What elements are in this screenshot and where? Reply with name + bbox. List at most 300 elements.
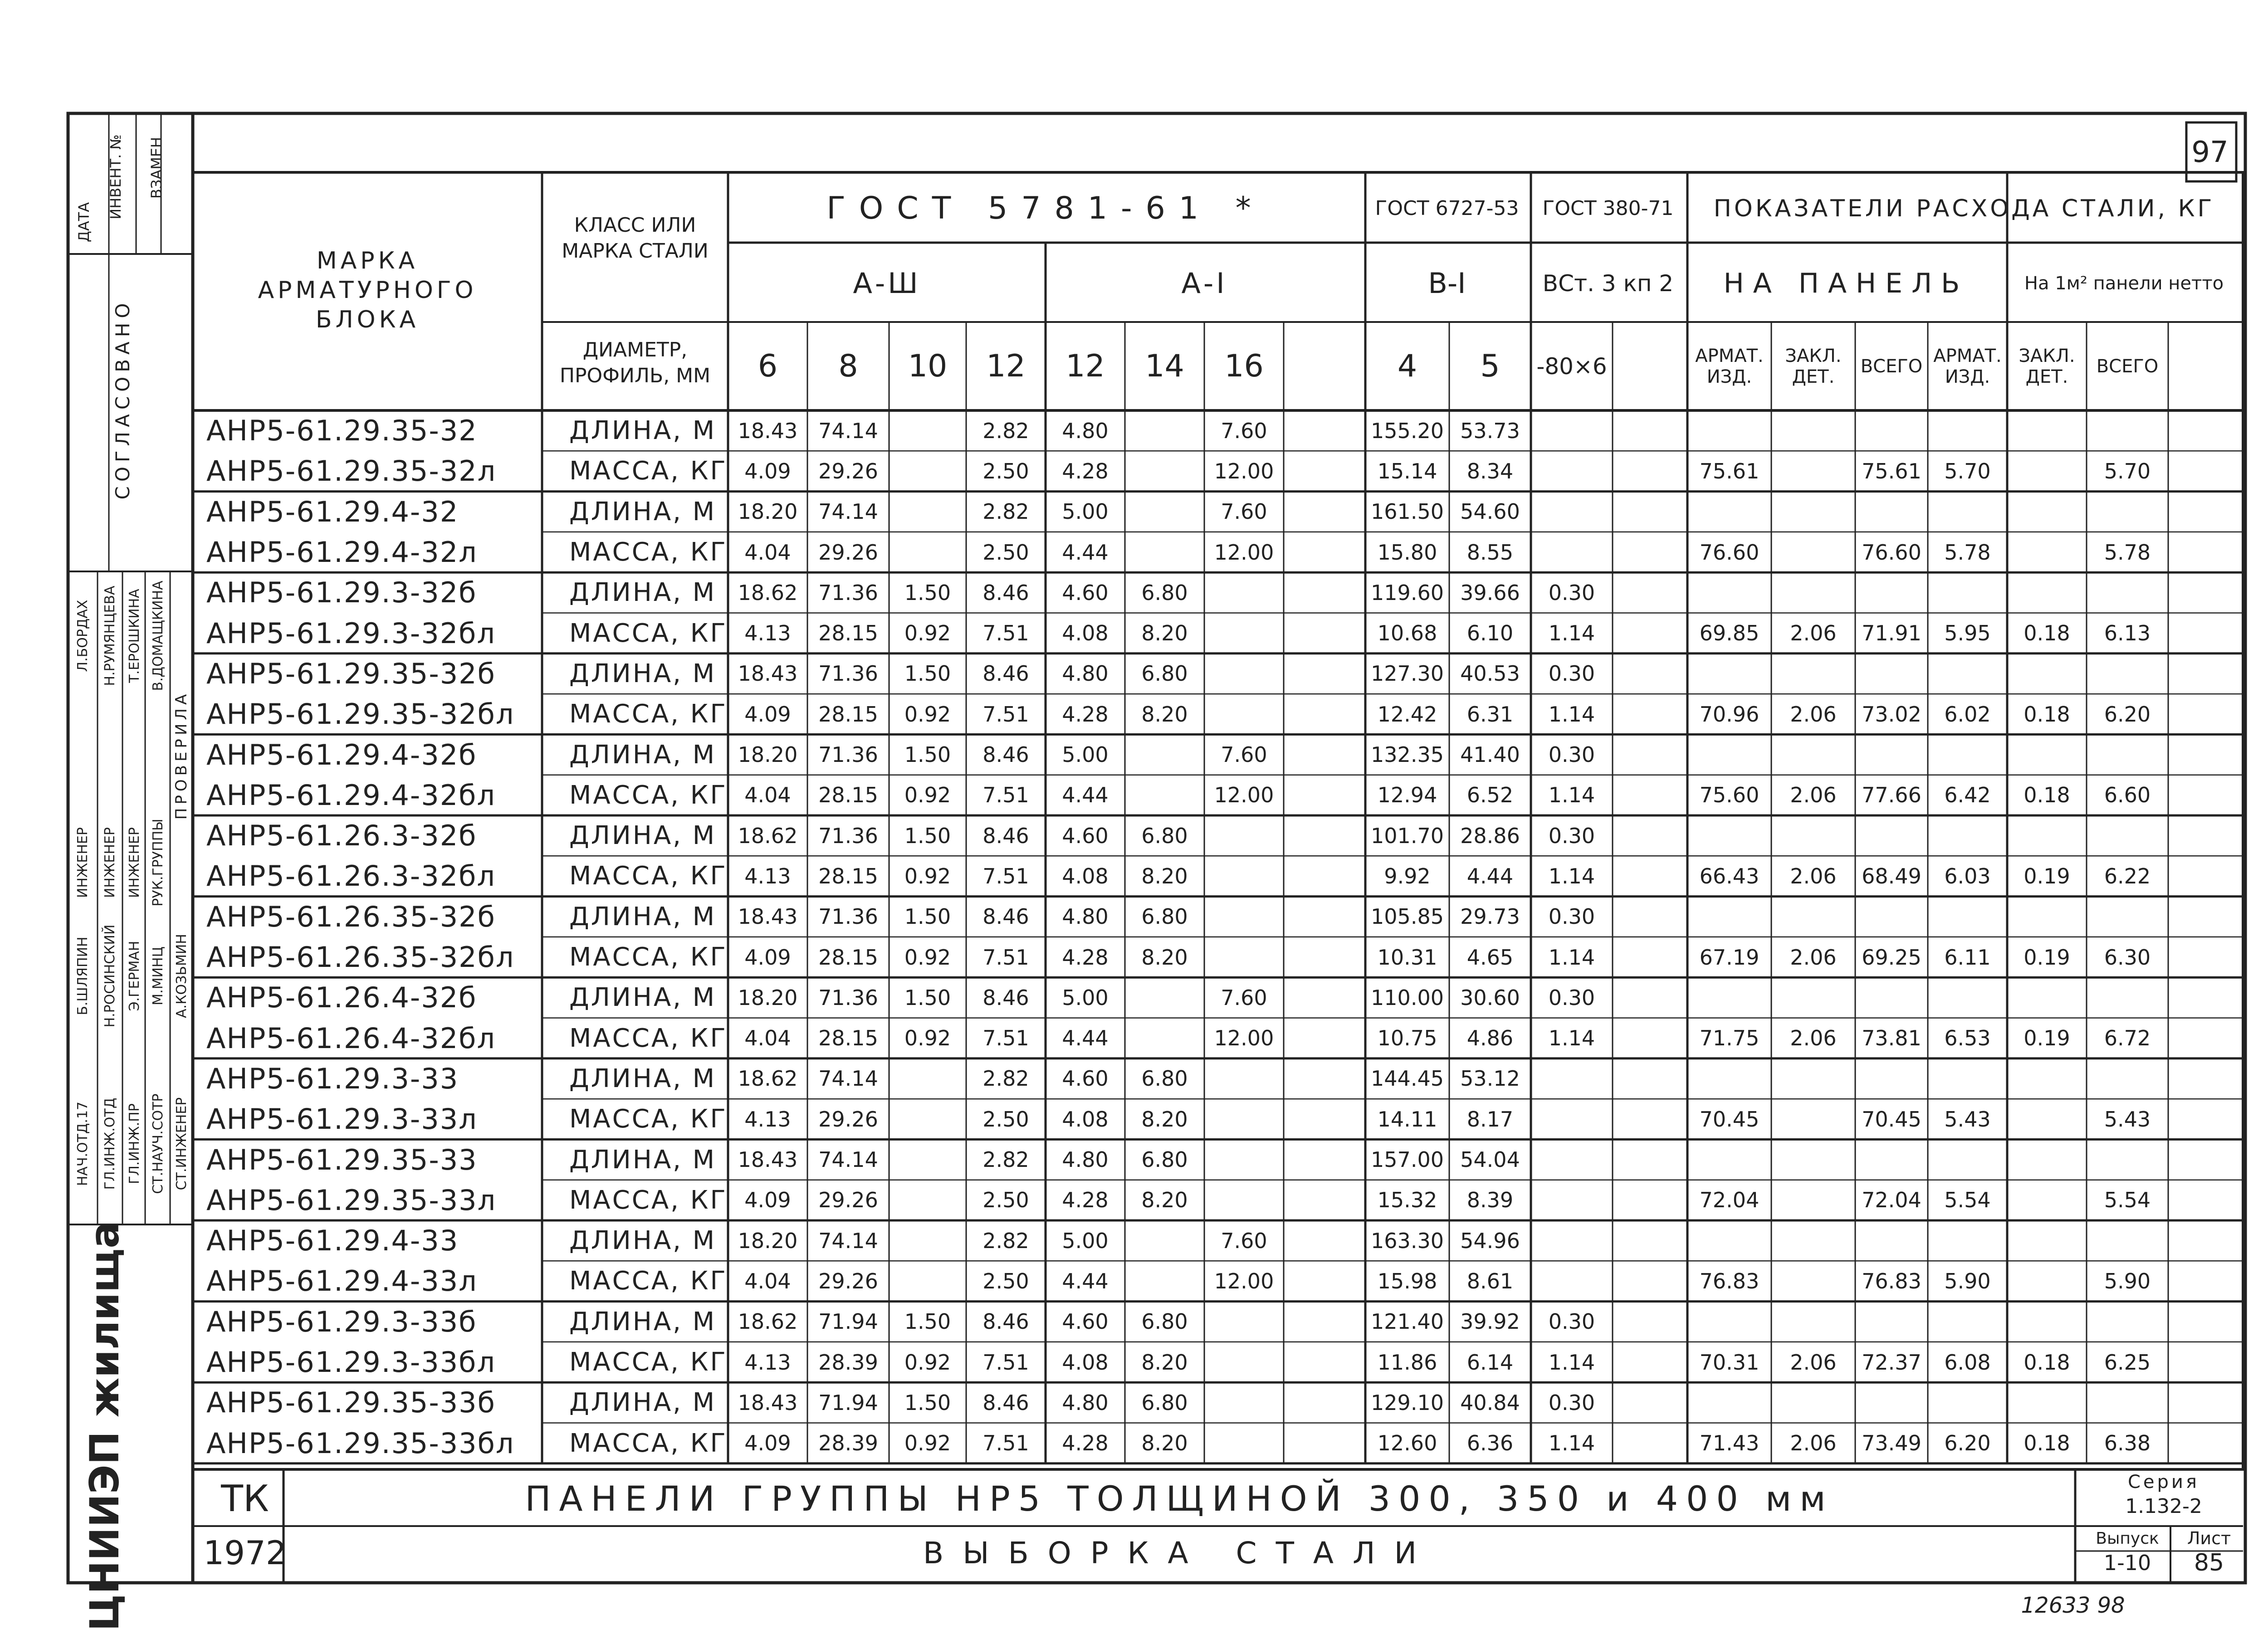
value-cell xyxy=(1687,1139,1771,1180)
profile-cell: ДЛИНА, М xyxy=(569,1145,717,1175)
value-cell: 4.65 xyxy=(1466,945,1514,970)
value-cell xyxy=(1613,1342,1687,1382)
value-cell: 110.00 xyxy=(1371,985,1444,1010)
value-cell: 4.04 xyxy=(744,1026,791,1051)
value-cell: 6.20 xyxy=(2104,702,2151,727)
stamp-agreed-label: СОГЛАСОВАНО xyxy=(111,298,134,500)
stamp-name-2: Э.ГЕРМАН xyxy=(126,941,142,1011)
value-cell: 72.04 xyxy=(1862,1188,1921,1213)
value-cell xyxy=(1613,775,1687,815)
value-cell xyxy=(1687,897,1771,937)
diameter-cell: 10 xyxy=(908,348,948,384)
diameter-header-line2: ПРОФИЛЬ, ММ xyxy=(559,364,711,387)
value-cell xyxy=(1284,1220,1365,1261)
value-cell xyxy=(1284,451,1365,491)
value-cell xyxy=(1204,1139,1284,1180)
value-cell: 132.35 xyxy=(1371,742,1444,767)
value-cell xyxy=(1125,775,1204,815)
mark-header xyxy=(195,172,540,408)
stamp-title-1: ГЛ.ИНЖ.ОТД xyxy=(102,1098,118,1190)
stamp-name-4: А.КОЗЬМИН xyxy=(173,934,190,1018)
profile-cell: ДЛИНА, М xyxy=(569,740,717,770)
value-cell xyxy=(2087,492,2168,532)
mark-cell: АНР5-61.29.35-32б xyxy=(206,657,496,690)
value-cell: 0.92 xyxy=(904,783,951,808)
value-cell xyxy=(1125,410,1204,451)
value-cell: 8.46 xyxy=(982,742,1029,767)
sub-column-header: АРМАТ. ИЗД. xyxy=(1695,345,1764,387)
value-cell: 18.43 xyxy=(738,418,798,443)
value-cell: 2.82 xyxy=(982,418,1029,443)
value-cell xyxy=(2007,1099,2087,1139)
value-cell: 4.28 xyxy=(1062,702,1109,727)
value-cell xyxy=(1687,734,1771,775)
value-cell xyxy=(1284,734,1365,775)
value-cell: 4.44 xyxy=(1062,1268,1109,1293)
value-cell: 7.60 xyxy=(1221,418,1267,443)
value-cell xyxy=(1204,856,1284,896)
class-b1: В-I xyxy=(1428,267,1466,300)
value-cell: 161.50 xyxy=(1371,499,1444,524)
value-cell: 28.15 xyxy=(818,945,878,970)
value-cell: 29.26 xyxy=(818,459,878,483)
value-cell xyxy=(1284,937,1365,977)
value-cell xyxy=(2007,1302,2087,1342)
value-cell: 6.11 xyxy=(1944,945,1991,970)
value-cell xyxy=(2007,897,2087,937)
value-cell: 2.50 xyxy=(982,1188,1029,1213)
value-cell: 4.44 xyxy=(1466,863,1514,888)
value-cell xyxy=(1928,654,2007,694)
value-cell xyxy=(1125,1261,1204,1301)
value-cell: 4.80 xyxy=(1062,418,1109,443)
value-cell: 121.40 xyxy=(1371,1309,1444,1334)
value-cell: 1.14 xyxy=(1548,945,1595,970)
value-cell xyxy=(1687,815,1771,856)
value-cell xyxy=(2087,1059,2168,1099)
value-cell: 5.78 xyxy=(1944,540,1991,565)
value-cell: 74.14 xyxy=(818,499,878,524)
value-cell xyxy=(2007,492,2087,532)
value-cell: 12.94 xyxy=(1377,783,1437,808)
value-cell: 29.73 xyxy=(1460,904,1520,929)
value-cell xyxy=(889,532,966,572)
profile-cell: МАССА, КГ xyxy=(569,699,728,729)
value-cell: 70.45 xyxy=(1699,1107,1760,1132)
value-cell: 0.92 xyxy=(904,621,951,646)
value-cell xyxy=(1771,654,1855,694)
value-cell: 15.98 xyxy=(1377,1268,1437,1293)
value-cell: 4.13 xyxy=(744,1350,791,1375)
diameter-header xyxy=(542,317,728,408)
value-cell xyxy=(2087,654,2168,694)
value-cell: 76.60 xyxy=(1699,540,1760,565)
value-cell xyxy=(1771,572,1855,613)
value-cell xyxy=(1204,694,1284,734)
stamp-replaces-label: ВЗАМЕН xyxy=(148,137,165,199)
value-cell xyxy=(1687,654,1771,694)
value-cell: 76.83 xyxy=(1862,1268,1921,1293)
value-cell: 74.14 xyxy=(818,1147,878,1172)
profile-cell: МАССА, КГ xyxy=(569,1023,728,1053)
value-cell: 40.53 xyxy=(1460,661,1520,686)
value-cell: 66.43 xyxy=(1699,863,1760,888)
issue-value: 1-10 xyxy=(2103,1550,2151,1575)
value-cell: 15.32 xyxy=(1377,1188,1437,1213)
value-cell: 12.60 xyxy=(1377,1431,1437,1456)
value-cell: 7.60 xyxy=(1221,742,1267,767)
value-cell: 18.43 xyxy=(738,1390,798,1415)
value-cell: 2.82 xyxy=(982,1147,1029,1172)
value-cell xyxy=(889,451,966,491)
value-cell xyxy=(1204,654,1284,694)
title-tk: ТК xyxy=(221,1478,269,1520)
value-cell xyxy=(2007,451,2087,491)
value-cell: 7.51 xyxy=(982,1431,1029,1456)
diameter-cell xyxy=(1613,322,1687,410)
value-cell: 8.39 xyxy=(1466,1188,1514,1213)
value-cell xyxy=(1284,1059,1365,1099)
value-cell xyxy=(1771,815,1855,856)
profile-cell: ДЛИНА, М xyxy=(569,1226,717,1256)
value-cell: 8.46 xyxy=(982,904,1029,929)
value-cell xyxy=(2087,1220,2168,1261)
per-m2-header: На 1м² панели нетто xyxy=(2024,273,2224,294)
value-cell: 2.06 xyxy=(1790,621,1837,646)
value-cell: 155.20 xyxy=(1371,418,1444,443)
value-cell: 71.91 xyxy=(1862,621,1921,646)
value-cell: 8.17 xyxy=(1466,1107,1514,1132)
value-cell: 76.60 xyxy=(1862,540,1921,565)
mark-cell: АНР5-61.26.35-32бл xyxy=(206,941,515,974)
value-cell xyxy=(1613,1382,1687,1423)
value-cell: 6.08 xyxy=(1944,1350,1991,1375)
value-cell xyxy=(1687,492,1771,532)
value-cell: 70.45 xyxy=(1862,1107,1921,1132)
value-cell: 4.09 xyxy=(744,945,791,970)
value-cell xyxy=(1687,410,1771,451)
mark-cell: АНР5-61.29.35-33бл xyxy=(206,1426,515,1460)
value-cell xyxy=(1928,897,2007,937)
value-cell: 8.34 xyxy=(1466,459,1514,483)
value-cell: 4.13 xyxy=(744,621,791,646)
value-cell xyxy=(1613,451,1687,491)
stamp-inventory-label: ИНВЕНТ. № xyxy=(107,134,124,220)
value-cell xyxy=(1771,410,1855,451)
gost-6727: ГОСТ 6727-53 xyxy=(1375,196,1519,220)
value-cell xyxy=(1613,1180,1687,1220)
value-cell: 1.50 xyxy=(904,661,951,686)
value-cell xyxy=(1771,897,1855,937)
value-cell: 70.96 xyxy=(1699,702,1760,727)
value-cell: 12.00 xyxy=(1214,1268,1274,1293)
sub-column-header: ЗАКЛ. ДЕТ. xyxy=(1785,345,1842,387)
value-cell: 7.51 xyxy=(982,1026,1029,1051)
value-cell: 5.00 xyxy=(1062,985,1109,1010)
value-cell xyxy=(889,1180,966,1220)
value-cell: 29.26 xyxy=(818,1107,878,1132)
value-cell xyxy=(889,1220,966,1261)
value-cell: 0.19 xyxy=(2024,863,2070,888)
class-vst3kp2: ВСт. 3 кп 2 xyxy=(1542,270,1674,297)
sheet-label: Лист xyxy=(2187,1528,2231,1549)
per-panel-header: НА ПАНЕЛЬ xyxy=(1723,267,1969,299)
value-cell: 18.43 xyxy=(738,1147,798,1172)
mark-cell: АНР5-61.29.35-32 xyxy=(206,414,478,448)
value-cell: 28.15 xyxy=(818,702,878,727)
value-cell xyxy=(1928,734,2007,775)
footer-note: 12633 98 xyxy=(2021,1592,2125,1618)
value-cell xyxy=(1284,1180,1365,1220)
value-cell: 1.50 xyxy=(904,1309,951,1334)
value-cell: 71.94 xyxy=(818,1390,878,1415)
value-cell: 4.04 xyxy=(744,540,791,565)
value-cell xyxy=(1204,572,1284,613)
mark-header-line2: АРМАТУРНОГО xyxy=(258,276,477,304)
value-cell: 11.86 xyxy=(1377,1350,1437,1375)
profile-cell: ДЛИНА, М xyxy=(569,1388,717,1418)
mark-cell: АНР5-61.29.4-32б xyxy=(206,738,477,771)
value-cell: 68.49 xyxy=(1862,863,1921,888)
value-cell xyxy=(1204,1342,1284,1382)
value-cell: 6.80 xyxy=(1141,823,1188,848)
value-cell: 6.10 xyxy=(1466,621,1514,646)
value-cell: 72.37 xyxy=(1862,1350,1921,1375)
value-cell xyxy=(1613,1099,1687,1139)
profile-cell: МАССА, КГ xyxy=(569,942,728,972)
value-cell: 18.20 xyxy=(738,1228,798,1253)
value-cell: 0.18 xyxy=(2024,621,2070,646)
value-cell xyxy=(1284,613,1365,654)
value-cell xyxy=(1284,1261,1365,1301)
value-cell: 54.04 xyxy=(1460,1147,1520,1172)
value-cell xyxy=(1687,1059,1771,1099)
value-cell xyxy=(1125,532,1204,572)
value-cell xyxy=(2007,654,2087,694)
value-cell: 5.54 xyxy=(2104,1188,2151,1213)
value-cell xyxy=(2087,572,2168,613)
value-cell: 28.15 xyxy=(818,621,878,646)
value-cell: 29.26 xyxy=(818,1188,878,1213)
value-cell xyxy=(1284,1099,1365,1139)
value-cell: 6.36 xyxy=(1466,1431,1514,1456)
sub-column-header: АРМАТ. ИЗД. xyxy=(1933,345,2002,387)
value-cell xyxy=(1771,1059,1855,1099)
value-cell xyxy=(1855,897,1928,937)
value-cell xyxy=(1613,572,1687,613)
value-cell xyxy=(1204,815,1284,856)
value-cell: 77.66 xyxy=(1862,783,1921,808)
value-cell: 1.50 xyxy=(904,1390,951,1415)
mark-cell: АНР5-61.26.3-32бл xyxy=(206,859,496,893)
mark-cell: АНР5-61.29.3-33л xyxy=(206,1102,478,1136)
value-cell xyxy=(2087,815,2168,856)
stamp-date-label: ДАТА xyxy=(75,202,93,243)
mark-cell: АНР5-61.29.35-32л xyxy=(206,454,497,488)
value-cell: 0.30 xyxy=(1548,904,1595,929)
value-cell: 53.12 xyxy=(1460,1066,1520,1091)
value-cell xyxy=(1531,1220,1613,1261)
value-cell: 2.06 xyxy=(1790,1431,1837,1456)
value-cell: 8.46 xyxy=(982,823,1029,848)
value-cell xyxy=(1613,1261,1687,1301)
value-cell xyxy=(2007,532,2087,572)
value-cell: 4.28 xyxy=(1062,945,1109,970)
value-cell: 4.60 xyxy=(1062,1066,1109,1091)
value-cell: 8.20 xyxy=(1141,1188,1188,1213)
diameter-cell: 6 xyxy=(758,348,778,384)
value-cell xyxy=(889,410,966,451)
value-cell: 40.84 xyxy=(1460,1390,1520,1415)
mark-cell: АНР5-61.26.4-32бл xyxy=(206,1021,496,1055)
value-cell xyxy=(1204,1423,1284,1463)
value-cell: 7.60 xyxy=(1221,1228,1267,1253)
mark-cell: АНР5-61.29.4-32 xyxy=(206,495,459,528)
value-cell: 4.28 xyxy=(1062,459,1109,483)
value-cell xyxy=(1928,1139,2007,1180)
value-cell xyxy=(889,1261,966,1301)
profile-cell: ДЛИНА, М xyxy=(569,578,717,608)
value-cell: 30.60 xyxy=(1460,985,1520,1010)
value-cell: 105.85 xyxy=(1371,904,1444,929)
value-cell: 71.36 xyxy=(818,823,878,848)
value-cell xyxy=(1204,937,1284,977)
value-cell: 28.39 xyxy=(818,1350,878,1375)
value-cell xyxy=(1284,694,1365,734)
value-cell xyxy=(1928,1059,2007,1099)
value-cell xyxy=(1204,897,1284,937)
value-cell: 71.94 xyxy=(818,1309,878,1334)
mark-header-line3: БЛОКА xyxy=(315,306,420,333)
value-cell: 1.50 xyxy=(904,742,951,767)
value-cell xyxy=(2007,572,2087,613)
value-cell: 18.62 xyxy=(738,1309,798,1334)
title-year: 1972 xyxy=(203,1534,287,1572)
value-cell: 7.51 xyxy=(982,863,1029,888)
value-cell: 0.19 xyxy=(2024,945,2070,970)
diameter-cell: 12 xyxy=(986,348,1026,384)
mark-header-line1: МАРКА xyxy=(316,247,419,274)
value-cell xyxy=(2087,1139,2168,1180)
value-cell xyxy=(1928,977,2007,1018)
value-cell xyxy=(1284,1302,1365,1342)
value-cell: 39.92 xyxy=(1460,1309,1520,1334)
value-cell xyxy=(1687,977,1771,1018)
value-cell: 0.30 xyxy=(1548,661,1595,686)
value-cell: 6.60 xyxy=(2104,783,2151,808)
steel-consumption-header: ПОКАЗАТЕЛИ РАСХОДА СТАЛИ, КГ xyxy=(1713,195,2215,222)
value-cell: 18.20 xyxy=(738,985,798,1010)
value-cell: 6.80 xyxy=(1141,661,1188,686)
value-cell xyxy=(1284,1342,1365,1382)
value-cell xyxy=(1125,734,1204,775)
value-cell xyxy=(1855,1139,1928,1180)
value-cell: 4.44 xyxy=(1062,540,1109,565)
value-cell: 8.20 xyxy=(1141,1107,1188,1132)
value-cell xyxy=(1771,451,1855,491)
issue-label: Выпуск xyxy=(2096,1529,2159,1548)
stamp-name-1: Н.РОСИНСКИЙ xyxy=(102,924,118,1028)
value-cell xyxy=(1531,451,1613,491)
stamp-name2-1: Н.РУМЯНЦЕВА xyxy=(102,585,118,686)
value-cell xyxy=(1125,977,1204,1018)
value-cell xyxy=(1855,1220,1928,1261)
value-cell: 4.60 xyxy=(1062,580,1109,605)
profile-cell: МАССА, КГ xyxy=(569,1266,728,1296)
value-cell xyxy=(1284,856,1365,896)
stamp-name-0: Б.ШЛЯПИН xyxy=(74,937,91,1015)
value-cell: 4.80 xyxy=(1062,1390,1109,1415)
value-cell: 1.14 xyxy=(1548,621,1595,646)
series-value: 1.132-2 xyxy=(2125,1494,2202,1518)
mark-cell: АНР5-61.29.3-32б xyxy=(206,576,477,610)
value-cell: 75.60 xyxy=(1699,783,1760,808)
value-cell: 0.92 xyxy=(904,945,951,970)
value-cell: 8.20 xyxy=(1141,621,1188,646)
value-cell xyxy=(2007,1180,2087,1220)
value-cell: 119.60 xyxy=(1371,580,1444,605)
profile-cell: МАССА, КГ xyxy=(569,618,728,648)
value-cell xyxy=(1928,1302,2007,1342)
value-cell: 7.51 xyxy=(982,621,1029,646)
profile-cell: ДЛИНА, М xyxy=(569,902,717,932)
value-cell xyxy=(889,492,966,532)
value-cell: 127.30 xyxy=(1371,661,1444,686)
value-cell: 4.09 xyxy=(744,459,791,483)
stamp-role-0: ИНЖЕНЕР xyxy=(74,827,91,898)
value-cell xyxy=(1771,734,1855,775)
mark-cell: АНР5-61.29.3-33б xyxy=(206,1305,477,1338)
value-cell: 1.50 xyxy=(904,904,951,929)
value-cell: 5.43 xyxy=(2104,1107,2151,1132)
profile-cell: МАССА, КГ xyxy=(569,1185,728,1215)
class-header xyxy=(542,175,728,302)
value-cell: 2.50 xyxy=(982,459,1029,483)
value-cell xyxy=(1855,410,1928,451)
value-cell xyxy=(1687,1302,1771,1342)
value-cell: 0.30 xyxy=(1548,742,1595,767)
value-cell: 1.50 xyxy=(904,823,951,848)
value-cell: 71.36 xyxy=(818,580,878,605)
mark-cell: АНР5-61.26.4-32б xyxy=(206,981,477,1015)
value-cell xyxy=(1855,815,1928,856)
value-cell: 0.30 xyxy=(1548,1390,1595,1415)
value-cell: 8.46 xyxy=(982,1390,1029,1415)
mark-cell: АНР5-61.29.4-33 xyxy=(206,1224,459,1258)
value-cell xyxy=(1125,492,1204,532)
value-cell xyxy=(1531,1059,1613,1099)
value-cell xyxy=(2087,897,2168,937)
value-cell: 5.78 xyxy=(2104,540,2151,565)
gost-380: ГОСТ 380-71 xyxy=(1542,196,1674,220)
sub-column-header: ВСЕГО xyxy=(2096,356,2159,377)
value-cell: 73.81 xyxy=(1862,1026,1921,1051)
value-cell xyxy=(1687,1382,1771,1423)
profile-cell: ДЛИНА, М xyxy=(569,659,717,688)
value-cell xyxy=(2007,734,2087,775)
value-cell xyxy=(1613,815,1687,856)
value-cell: 7.51 xyxy=(982,945,1029,970)
value-cell: 4.08 xyxy=(1062,621,1109,646)
value-cell xyxy=(1771,1220,1855,1261)
value-cell xyxy=(889,1059,966,1099)
stamp-name2-0: Л.БОРДАХ xyxy=(74,600,91,672)
value-cell xyxy=(1928,572,2007,613)
value-cell: 4.08 xyxy=(1062,863,1109,888)
value-cell: 54.60 xyxy=(1460,499,1520,524)
stamp-role-2: ИНЖЕНЕР xyxy=(126,827,142,898)
value-cell: 4.28 xyxy=(1062,1188,1109,1213)
